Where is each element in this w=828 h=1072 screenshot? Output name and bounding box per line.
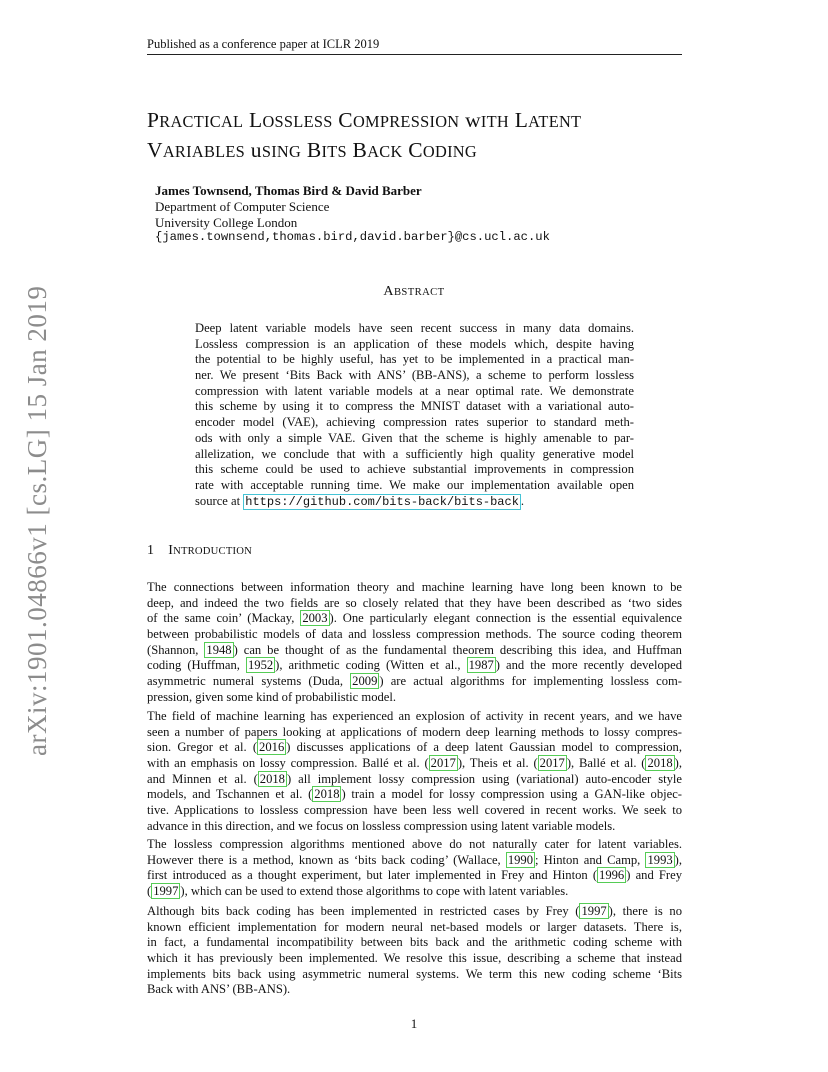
citation-link[interactable]: 2018 [647,756,673,771]
text-line: Although bits back coding has been implemented in restricted cases by Frey ( 1997 ), there is no [147,904,682,918]
text-line: pression, given some kind of probabilistic model. [147,689,397,704]
citation-link[interactable]: 1996 [599,868,625,883]
text-line: in fact, a fundamental incompatibility between bits back and the arithmetic coding scheme with [147,935,682,950]
abstract-line: this scheme could be used to achieve substantial improvements in compression [195,462,634,477]
citation-link[interactable]: 2016 [259,740,285,755]
section-heading [147,543,252,559]
abstract-line: Deep latent variable models have seen recent success in many data domains. [195,321,634,335]
author-institution: University College London [155,214,298,230]
text-line: ( 1997 ), which can be used to extend those algorithms to cope with latent variables. [147,884,569,899]
text-line: sion. Gregor et al. ( 2016 ) discusses applications of a deep latent Gaussian model to compression, [147,740,683,755]
text-line: asymmetric numeral systems (Duda, 2009 ) are actual algorithms for implementing lossless com- [147,674,682,689]
text-line: of the same coin’ (Mackay, 2003 ). One particularly elegant connection is the essential equivalence [147,611,682,626]
citation-link[interactable]: 1952 [247,658,274,673]
page-number: 1 [410,1016,418,1031]
text-line: advance in this direction, and we focus on lossless compression using latent variable models. [147,818,616,833]
citation-link[interactable]: 2017 [539,756,565,771]
abstract-last-suffix: . [520,493,525,508]
title-line-2: VARIABLES uSING BITS BACK CODING [147,138,477,162]
text-line: coding (Huffman, 1952 ), arithmetic coding (Witten et al., 1987 ) and the more recently developed [147,658,682,673]
abstract-line: rate with acceptable running time. We make our implementation available open [195,477,634,492]
arxiv-stamp [2,285,52,756]
text-line: The lossless compression algorithms mentioned above do not naturally cater for latent variables. [147,837,682,851]
text-line: tive. Applications to lossless compression have been less well covered in recent works. We seek to [147,803,682,818]
text-line: However there is a method, known as ‘bits back coding’ (Wallace, 1990 ; Hinton and Camp, 1993 ), [147,852,682,867]
section-title: INTRODUCTION [168,543,253,558]
arxiv-stamp-text: arXiv:1901.04866v1 [cs.LG] 15 Jan 2019 [22,285,52,756]
citation-link[interactable]: 1948 [206,642,232,657]
header-rule [147,54,682,55]
text-line: implements bits back using asymmetric numeral systems. We term this new coding scheme ‘Bits [147,966,682,981]
text-line: Back with ANS’ (BB-ANS). [147,982,291,997]
text-line: known efficient implementation for modern neural net-based models or larger datasets. There is, [147,919,682,934]
text-line: first introduced as a thought experiment, but later implemented in Frey and Hinton ( 1996 ) and Frey [147,868,682,883]
text-line: with an emphasis on lossy compression. Ballé et al. ( 2017 ), Theis et al. ( 2017 ), Ballé et al. ( 2018 ), [147,756,682,771]
author-department: Department of Computer Science [155,198,330,214]
abstract-lines [195,321,634,494]
paragraph-2 [147,709,682,835]
citation-link[interactable]: 1993 [647,852,673,867]
abstract-line: encoder model (VAE), achieving compression rates superior to standard meth- [195,415,634,430]
citation-link[interactable]: 2017 [430,756,456,771]
author-names: James Townsend, Thomas Bird & David Barber [155,183,422,198]
text-line: (Shannon, 1948 ) can be thought of as the fundamental theorem describing this idea, and Huffman [147,642,682,657]
text-line: The field of machine learning has experienced an explosion of activity in recent years, and we have [147,709,682,723]
section-number: 1 [147,543,155,558]
author-email: {james.townsend,thomas.bird,david.barber}@cs.ucl.ac.uk [155,230,550,245]
abstract-last-prefix: source at [195,493,244,508]
abstract-line: allelization, we conclude that with a sufficiently high quality generative model [195,446,634,461]
abstract-line: compression with latent variable models at a near optimal rate. We demonstrate [195,383,634,398]
paragraph-4 [147,904,682,998]
paragraph-1 [147,580,682,706]
title-line-1: PRACTICAL LOSSLESS COMPRESSION wITH LATENT [147,108,582,132]
running-header: Published as a conference paper at ICLR 2019 [147,37,380,51]
abstract-line: ods with only a simple VAE. Given that the scheme is highly amenable to par- [195,430,634,445]
text-line: and Minnen et al. ( 2018 ) all implement lossy compression using (variational) auto-encoder style [147,771,682,786]
paragraph-3 [147,837,682,900]
abstract-body [195,321,634,509]
citation-link[interactable]: 1997 [153,884,179,899]
author-block [155,183,655,246]
citation-link[interactable]: 2009 [352,674,378,689]
citation-link[interactable]: 2018 [259,771,285,786]
citation-link[interactable]: 1987 [468,658,494,673]
text-line: models, and Tschannen et al. ( 2018 ) train a model for lossy compression using a GAN-like objec- [147,787,682,802]
citation-link[interactable]: 2018 [314,787,340,802]
abstract-heading: ABSTRACT [383,284,445,299]
abstract-last-line [195,494,634,510]
abstract-line: ner. We present ‘Bits Back with ANS’ (BB-ANS), a scheme to perform lossless [195,368,634,383]
text-line: seen a number of papers looking at applications of modern deep learning methods to lossy compres- [147,724,682,739]
citation-link[interactable]: 2003 [302,611,328,626]
citation-link[interactable]: 1997 [581,904,607,918]
abstract-line: the potential to be highly useful, has yet to be implemented in a practical man- [195,352,634,367]
paper-title [147,106,707,166]
text-line: between probabilistic models of data and lossless compression methods. The source coding theorem [147,627,682,642]
citation-link[interactable]: 1990 [507,852,534,867]
text-line: The connections between information theory and machine learning have long been known to be [147,580,682,594]
abstract-line: this scheme by using it to compress the MNIST dataset with a variational auto- [195,399,634,414]
text-line: deep, and indeed the two fields are so closely related that they have been described as ‘two sides [147,595,682,610]
abstract-line: Lossless compression is an application of these models which, despite having [195,336,634,351]
code-link[interactable]: https://github.com/bits-back/bits-back [245,494,519,509]
text-line: which it has previously been implemented. We resolve this issue, describing a scheme that instead [147,951,682,966]
